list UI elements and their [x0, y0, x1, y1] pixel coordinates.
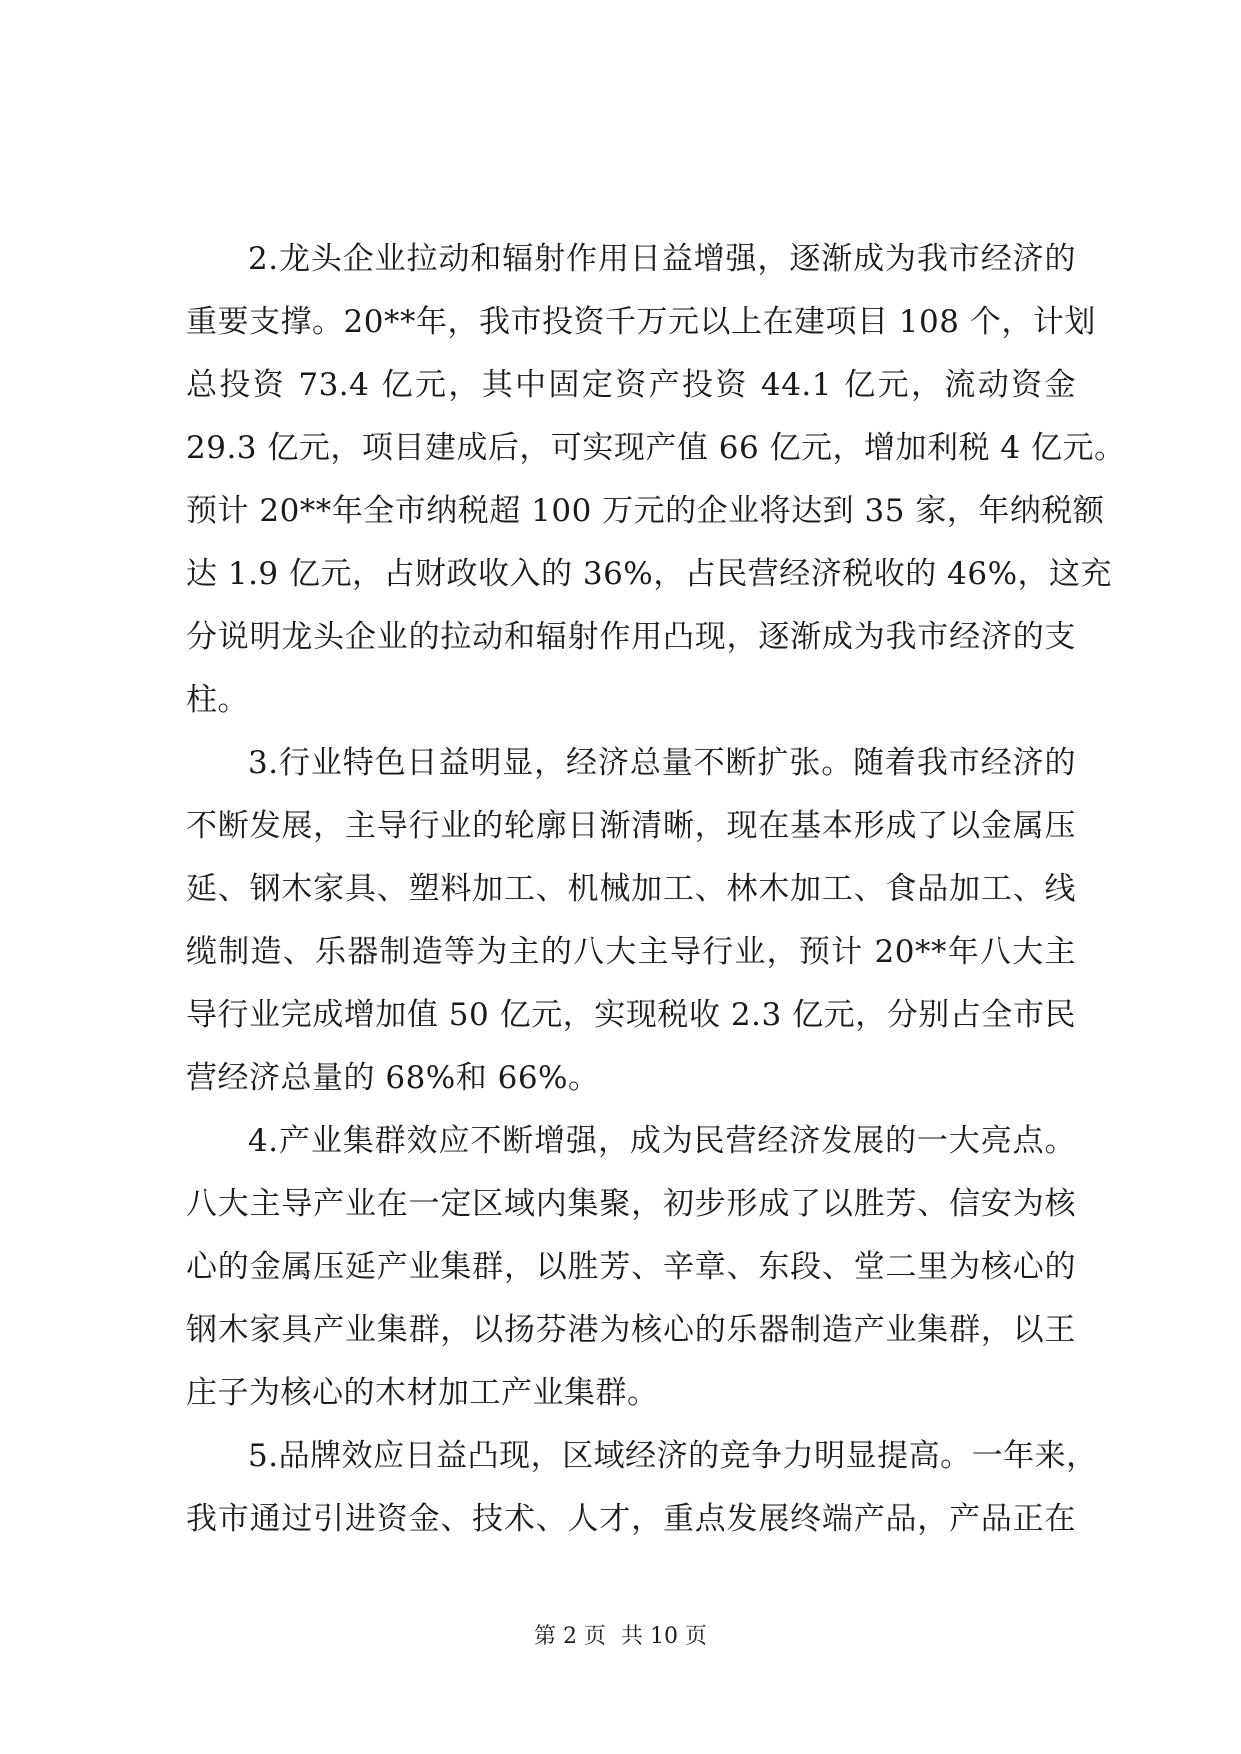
paragraph-3-line-5: 导行业完成增加值 50 亿元，实现税收 2.3 亿元，分别占全市民 [186, 997, 1076, 1033]
paragraph-4-line-4: 钢木家具产业集群，以扬芬港为核心的乐器制造产业集群，以王 [186, 1312, 1076, 1348]
paragraph-5-line-2: 我市通过引进资金、技术、人才，重点发展终端产品，产品正在 [186, 1501, 1076, 1537]
paragraph-2-line-2: 重要支撑。20**年，我市投资千万元以上在建项目 108 个，计划 [186, 304, 1096, 340]
paragraph-3-line-1: 3.行业特色日益明显，经济总量不断扩张。随着我市经济的 [248, 745, 1076, 781]
paragraph-2-line-4: 29.3 亿元，项目建成后，可实现产值 66 亿元，增加利税 4 亿元。 [186, 430, 1126, 466]
page-total-label: 共 10 页 [621, 1624, 707, 1649]
paragraph-2-line-1: 2.龙头企业拉动和辐射作用日益增强，逐渐成为我市经济的 [248, 241, 1076, 277]
paragraph-3-line-2: 不断发展，主导行业的轮廓日渐清晰，现在基本形成了以金属压 [186, 808, 1076, 844]
paragraph-4-line-3: 心的金属压延产业集群，以胜芳、辛章、东段、堂二里为核心的 [186, 1249, 1076, 1285]
document-body [186, 228, 1126, 1551]
paragraph-2-line-3: 总投资 73.4 亿元，其中固定资产投资 44.1 亿元，流动资金 [186, 367, 1076, 403]
paragraph-3-line-6: 营经济总量的 68%和 66%。 [186, 1060, 600, 1096]
page-footer [0, 1622, 1241, 1652]
paragraph-2-line-5: 预计 20**年全市纳税超 100 万元的企业将达到 35 家，年纳税额 [186, 493, 1105, 529]
paragraph-2-line-7: 分说明龙头企业的拉动和辐射作用凸现，逐渐成为我市经济的支 [186, 619, 1076, 655]
paragraph-5-line-1: 5.品牌效应日益凸现，区域经济的竞争力明显提高。一年来， [248, 1438, 1098, 1474]
paragraph-3-line-3: 延、钢木家具、塑料加工、机械加工、林木加工、食品加工、线 [186, 871, 1076, 907]
paragraph-2-line-6: 达 1.9 亿元，占财政收入的 36%，占民营经济税收的 46%，这充 [186, 556, 1113, 592]
paragraph-4-line-2: 八大主导产业在一定区域内集聚，初步形成了以胜芳、信安为核 [186, 1186, 1076, 1222]
paragraph-4-line-5: 庄子为核心的木材加工产业集群。 [186, 1375, 659, 1411]
paragraph-4-line-1: 4.产业集群效应不断增强，成为民营经济发展的一大亮点。 [248, 1123, 1076, 1159]
page-number-label: 第 2 页 [534, 1624, 606, 1649]
paragraph-2-line-8: 柱。 [186, 682, 249, 718]
paragraph-3-line-4: 缆制造、乐器制造等为主的八大主导行业，预计 20**年八大主 [186, 934, 1076, 970]
